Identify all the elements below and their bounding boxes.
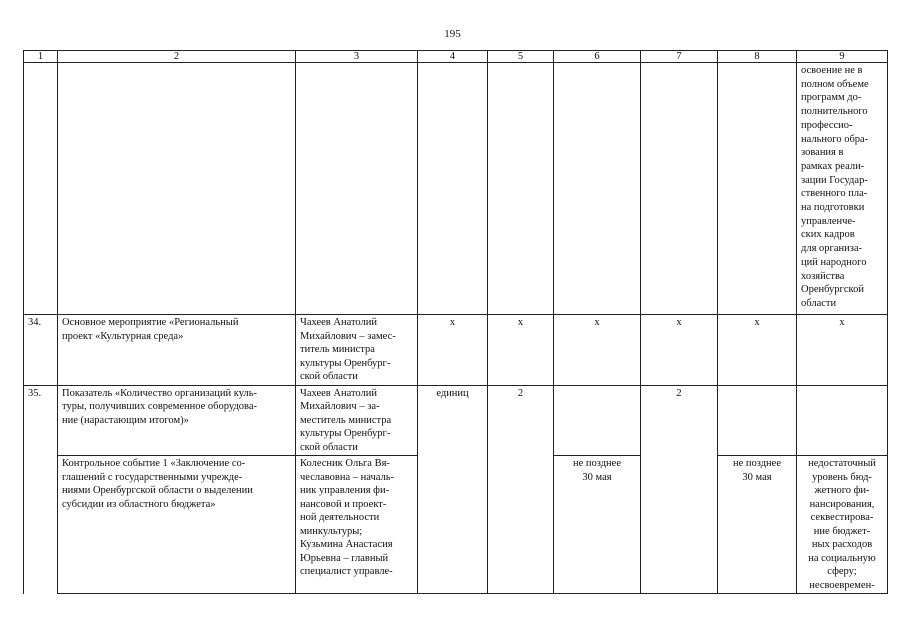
responsible-person: Чахеев Анатолий Михайлович – за- меститель министра культуры Оренбург- ской области — [296, 385, 418, 456]
unit-cell: единиц — [418, 385, 488, 594]
event-name: Контрольное событие 1 «Заключение со- глашений с государственными учрежде- ниями Оренбургской области о выделении субсидии из областного бюджета» — [58, 456, 296, 594]
cell-value: 2 — [488, 385, 554, 594]
header-cell: 6 — [554, 51, 641, 63]
header-cell: 3 — [296, 51, 418, 63]
cell-value: 2 — [641, 385, 718, 594]
deadline-cell: не позднее 30 мая — [718, 456, 797, 594]
cell-value: x — [418, 315, 488, 386]
page-number: 195 — [444, 28, 461, 40]
deadline-cell: не позднее 30 мая — [554, 456, 641, 594]
responsible-person: Колесник Ольга Вя- чеславовна – началь- ник управления фи- нансовой и проект- ной деятельности минкультуры; Кузьмина Анастасия Юрьевна – главный специалист управле- — [296, 456, 418, 594]
row-number: 35. — [24, 385, 58, 594]
header-cell: 7 — [641, 51, 718, 63]
header-cell: 9 — [797, 51, 888, 63]
cell-value: x — [641, 315, 718, 386]
cell-value: x — [797, 315, 888, 386]
table-row-continuation — [24, 63, 888, 315]
header-cell: 2 — [58, 51, 296, 63]
document-table — [23, 50, 888, 594]
header-cell: 8 — [718, 51, 797, 63]
header-cell: 4 — [418, 51, 488, 63]
responsible-person: Чахеев Анатолий Михайлович – замес- титель министра культуры Оренбург- ской области — [296, 315, 418, 386]
cell-value: x — [718, 315, 797, 386]
cell-value: x — [488, 315, 554, 386]
row-number: 34. — [24, 315, 58, 386]
risk-cell: освоение не в полном объеме программ до- полнительного профессио- нального обра- зования в рамках реали- зации Государ- ственного пла- на подготовки управленче- ских кадров для организа- ций народного хозяйства Оренбургской области — [797, 63, 888, 315]
header-cell: 5 — [488, 51, 554, 63]
item-name: Показатель «Количество организаций куль- туры, получивших современное оборудова- ние (нарастающим итогом)» — [58, 385, 296, 456]
header-row — [24, 51, 888, 63]
table-row-34 — [24, 315, 888, 386]
table-row-35 — [24, 385, 888, 456]
cell-value: x — [554, 315, 641, 386]
item-name: Основное мероприятие «Региональный проект «Культурная среда» — [58, 315, 296, 386]
risk-cell: недостаточный уровень бюд- жетного фи- нансирования, секвестирова- ние бюджет- ных расходов на социальную сферу; несвоевремен- — [797, 456, 888, 594]
header-cell: 1 — [24, 51, 58, 63]
